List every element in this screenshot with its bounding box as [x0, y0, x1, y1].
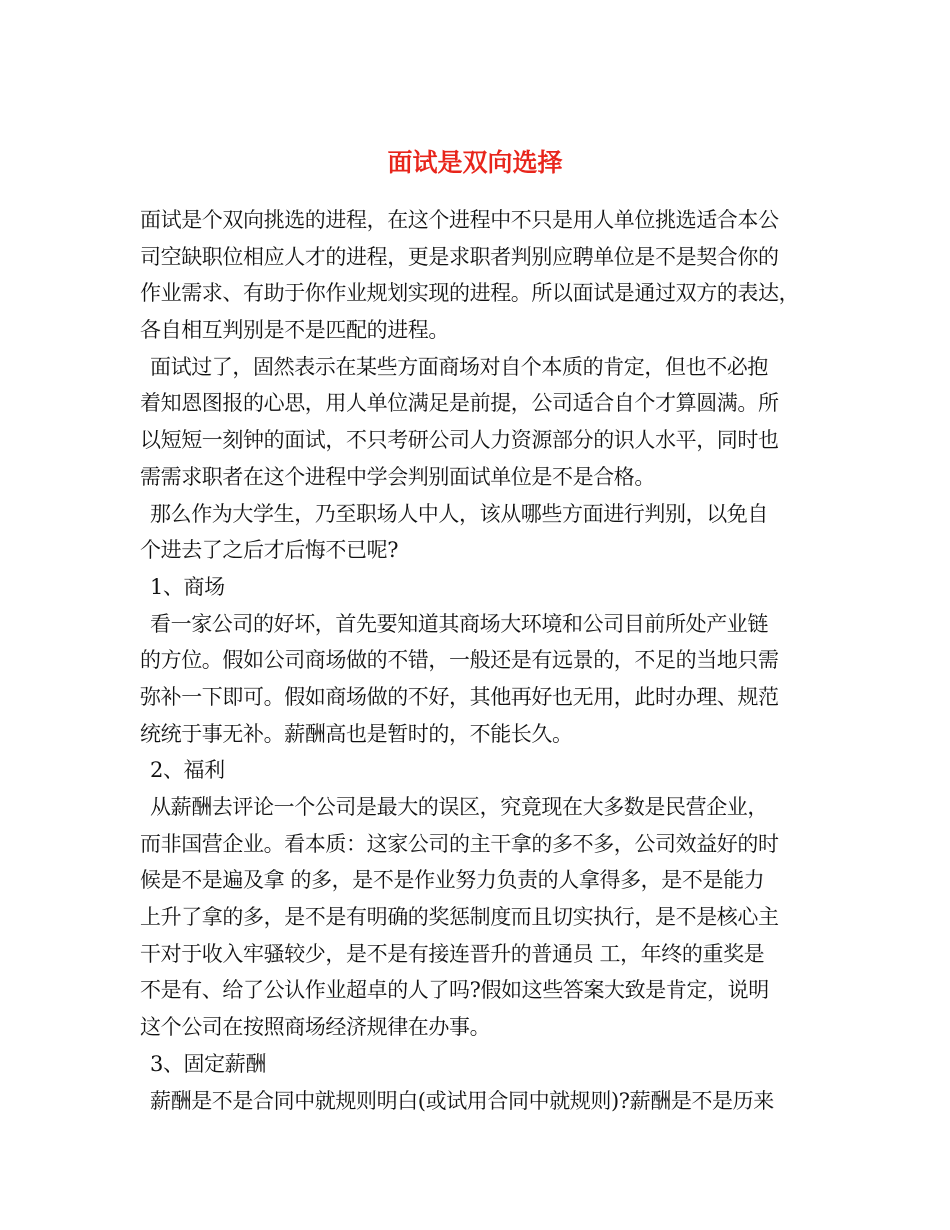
- text-line: 而非国营企业。看本质：这家公司的主干拿的多不多，公司效益好的时: [140, 831, 779, 856]
- text-line: 面试是个双向挑选的进程，在这个进程中不只是用人单位挑选适合本公: [140, 208, 779, 232]
- text-line: 面试过了，固然表示在某些方面商场对自个本质的肯定，但也不必抱: [150, 354, 768, 379]
- text-line: 干对于收入牢骚较少，是不是有接连晋升的普通员 工，年终的重奖是: [140, 941, 765, 966]
- text-line: 候是不是遍及拿 的多，是不是作业努力负责的人拿得多，是不是能力: [140, 868, 765, 893]
- text-line: 上升了拿的多，是不是有明确的奖惩制度而且切实执行，是不是核心主: [140, 905, 779, 930]
- text-line: 统统于事无补。薪酬高也是暂时的，不能长久。: [140, 721, 573, 746]
- text-line: 个进去了之后才后悔不已呢?: [140, 538, 399, 563]
- section-heading: 3、固定薪酬: [150, 1051, 266, 1076]
- text-line: 以短短一刻钟的面试，不只考研公司人力资源部分的识人水平，同时也: [140, 428, 779, 453]
- document-body: [140, 202, 820, 1119]
- text-line: 需需求职者在这个进程中学会判别面试单位是不是合格。: [140, 464, 655, 489]
- text-line: 看一家公司的好坏，首先要知道其商场大环境和公司目前所处产业链: [150, 611, 768, 636]
- text-line: 各自相互判别是不是匹配的进程。: [140, 318, 449, 343]
- section-heading: 2、福利: [150, 758, 225, 783]
- text-line: 这个公司在按照商场经济规律在办事。: [140, 1015, 491, 1040]
- text-line: 那么作为大学生，乃至职场人中人，该从哪些方面进行判别，以免自: [150, 501, 768, 526]
- text-line: 的方位。假如公司商场做的不错，一般还是有远景的，不足的当地只需: [140, 648, 779, 673]
- document-title: 面试是双向选择: [387, 147, 563, 177]
- text-line: 从薪酬去评论一个公司是最大的误区，究竟现在大多数是民营企业，: [150, 795, 768, 819]
- text-line: 弥补一下即可。假如商场做的不好，其他再好也无用，此时办理、规范: [140, 684, 779, 709]
- text-line: 司空缺职位相应人才的进程，更是求职者判别应聘单位是不是契合你的: [140, 244, 779, 269]
- text-line: 不是有、给了公认作业超卓的人了吗?假如这些答案大致是肯定，说明: [140, 978, 769, 1003]
- text-line: 薪酬是不是合同中就规则明白(或试用合同中就规则)?薪酬是不是历来: [150, 1088, 774, 1113]
- text-line: 作业需求、有助于你作业规划实现的进程。所以面试是通过双方的表达，: [140, 281, 800, 306]
- section-heading: 1、商场: [150, 574, 225, 599]
- text-line: 着知恩图报的心思，用人单位满足是前提，公司适合自个才算圆满。所: [140, 391, 779, 416]
